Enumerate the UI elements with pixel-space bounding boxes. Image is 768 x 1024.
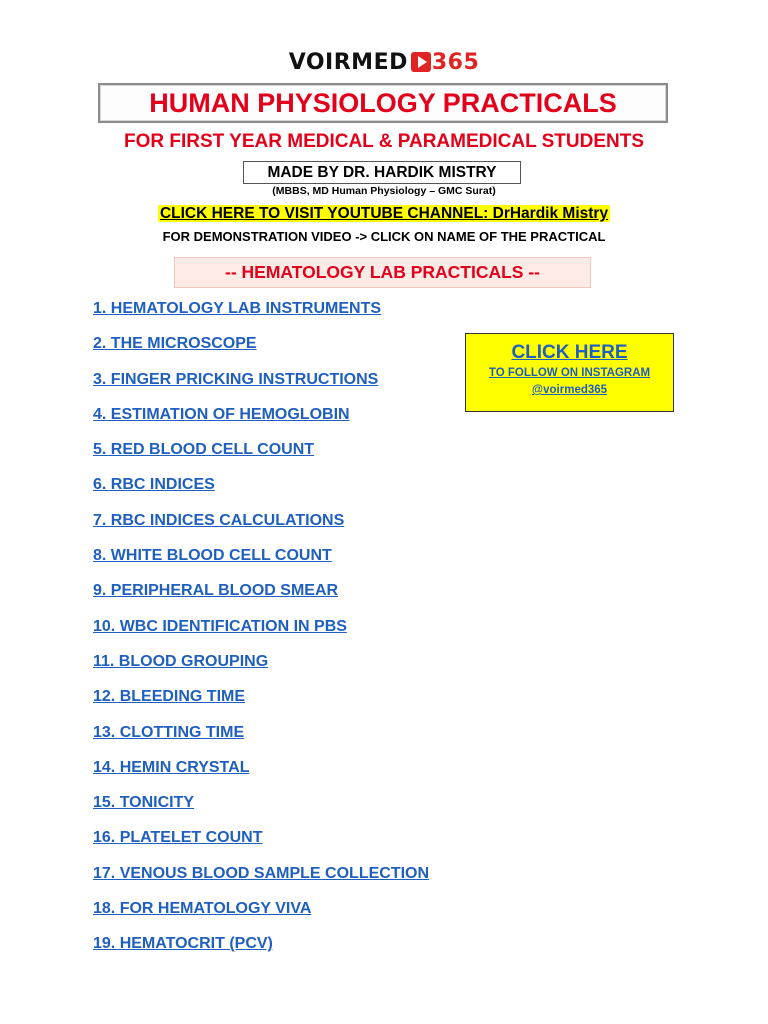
practical-link[interactable]: 17. VENOUS BLOOD SAMPLE COLLECTION xyxy=(93,864,430,882)
practical-link[interactable]: 5. RED BLOOD CELL COUNT xyxy=(93,441,315,459)
practical-link[interactable]: 11. BLOOD GROUPING xyxy=(93,652,269,670)
page-subtitle: FOR FIRST YEAR MEDICAL & PARAMEDICAL STUDENTS xyxy=(123,131,645,152)
logo-number-text: 365 xyxy=(431,50,480,75)
page-title: HUMAN PHYSIOLOGY PRACTICALS xyxy=(98,83,668,123)
instagram-handle[interactable]: @voirmed365 xyxy=(531,384,608,396)
author-credentials: (MBBS, MD Human Physiology – GMC Surat) xyxy=(272,185,496,197)
practical-link[interactable]: 2. THE MICROSCOPE xyxy=(93,335,257,353)
practical-link[interactable]: 15. TONICITY xyxy=(93,794,195,812)
practical-link[interactable]: 6. RBC INDICES xyxy=(93,476,215,494)
practical-link[interactable]: 1. HEMATOLOGY LAB INSTRUMENTS xyxy=(93,300,382,317)
practical-link[interactable]: 4. ESTIMATION OF HEMOGLOBIN xyxy=(93,405,350,423)
practical-list xyxy=(93,296,429,967)
youtube-link-line xyxy=(0,204,768,224)
instagram-follow-box[interactable] xyxy=(465,333,674,412)
practical-link[interactable]: 7. RBC INDICES CALCULATIONS xyxy=(93,511,345,529)
demonstration-note: FOR DEMONSTRATION VIDEO -> CLICK ON NAME OF THE PRACTICAL xyxy=(162,229,606,244)
section-heading: -- HEMATOLOGY LAB PRACTICALS -- xyxy=(174,257,591,288)
instagram-click-here-link[interactable]: CLICK HERE xyxy=(511,342,628,363)
brand-logo xyxy=(0,48,768,78)
practical-link[interactable]: 16. PLATELET COUNT xyxy=(93,829,263,847)
author-box: MADE BY DR. HARDIK MISTRY xyxy=(243,161,521,184)
practical-link[interactable]: 14. HEMIN CRYSTAL xyxy=(93,758,250,776)
practical-link[interactable]: 12. BLEEDING TIME xyxy=(93,688,246,706)
practical-link[interactable]: 9. PERIPHERAL BLOOD SMEAR xyxy=(93,582,339,600)
logo-brand-text: VOIRMED xyxy=(288,50,408,75)
practical-link[interactable]: 8. WHITE BLOOD CELL COUNT xyxy=(93,547,332,565)
instagram-follow-label[interactable]: TO FOLLOW ON INSTAGRAM xyxy=(488,367,651,379)
practical-link[interactable]: 19. HEMATOCRIT (PCV) xyxy=(93,935,273,953)
youtube-channel-link[interactable]: CLICK HERE TO VISIT YOUTUBE CHANNEL: DrHardik Mistry xyxy=(159,205,609,222)
practical-link[interactable]: 13. CLOTTING TIME xyxy=(93,723,245,741)
practical-link[interactable]: 3. FINGER PRICKING INSTRUCTIONS xyxy=(93,370,379,388)
practical-link[interactable]: 10. WBC IDENTIFICATION IN PBS xyxy=(93,617,347,635)
play-icon xyxy=(411,52,431,72)
practical-link[interactable]: 18. FOR HEMATOLOGY VIVA xyxy=(93,900,312,918)
